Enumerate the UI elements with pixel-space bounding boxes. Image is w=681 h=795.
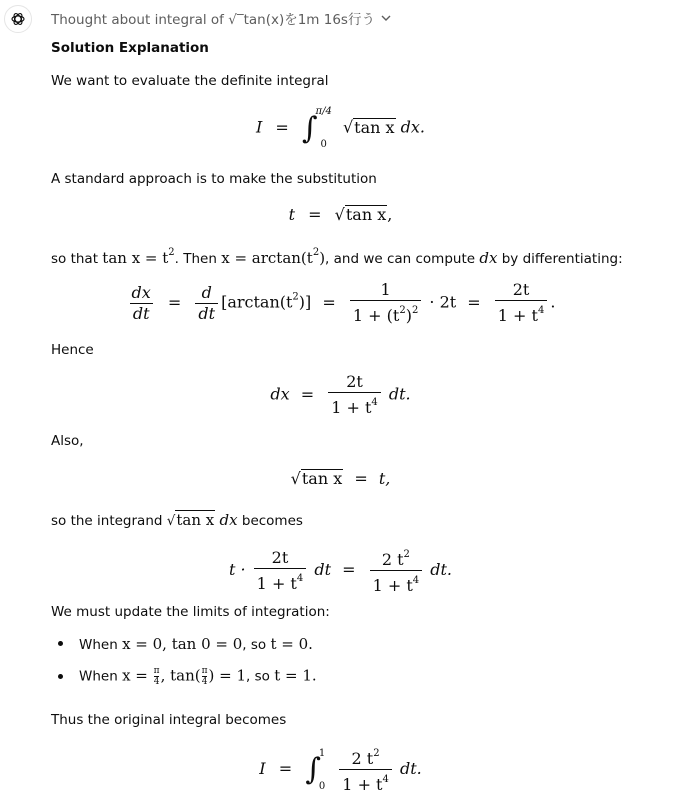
equation-integral: I = ∫ π/4 0 √tan x dx. — [255, 106, 425, 150]
openai-logo-icon — [10, 11, 26, 27]
thought-toggle[interactable] — [51, 8, 392, 28]
equation-sqrt-tan: √tan x = t, — [290, 469, 391, 488]
paragraph: Hence — [51, 342, 94, 358]
thought-summary: Thought about integral of √‾tan(x)を1m 16s行う — [51, 12, 375, 28]
paragraph: We want to evaluate the definite integral — [51, 73, 329, 89]
equation-dx: dx = $\frac{2t}{1 + t^4}$ dt. — [270, 372, 411, 417]
paragraph: A standard approach is to make the substitution — [51, 171, 377, 187]
paragraph: Also, — [51, 433, 84, 449]
equation-derivative: $\frac{dx}{dt}$ = $\frac{d}{dt}$ $[\arctan(t^2)]$ = $\frac{1}{1 + (t^2)^2}$ · 2t = $\frac{2t}{1 + t^4}$ . — [131, 280, 556, 325]
bullet-dot — [58, 641, 63, 646]
equation-substitution: t = √tan x, — [288, 205, 393, 224]
list-item: When x = $\frac{\pi}{4}$ , tan( $\frac{\pi}{4}$ ) = 1, so t = 1. — [79, 666, 317, 687]
paragraph: so the integrand √tan x dx becomes — [51, 511, 303, 529]
list-item: When x = 0, tan 0 = 0, so t = 0. — [79, 635, 313, 653]
paragraph: Thus the original integral becomes — [51, 712, 287, 728]
bullet-dot — [58, 674, 63, 679]
assistant-avatar — [4, 5, 32, 33]
paragraph: so that $\tan x = t^2$. Then $x = \arctan(t^2)$, and we can compute dx by differentiating: — [51, 247, 623, 267]
paragraph: We must update the limits of integration: — [51, 604, 330, 620]
equation-final-integral: I = ∫ 1 0 $\frac{2 t^2}{1 + t^4}$ dt. — [259, 747, 422, 794]
chevron-down-icon — [380, 12, 392, 24]
equation-integrand: t · $\frac{2t}{1 + t^4}$ dt = $\frac{2 t^2}{1 + t^4}$ dt. — [228, 547, 453, 595]
section-title: Solution Explanation — [51, 40, 209, 56]
